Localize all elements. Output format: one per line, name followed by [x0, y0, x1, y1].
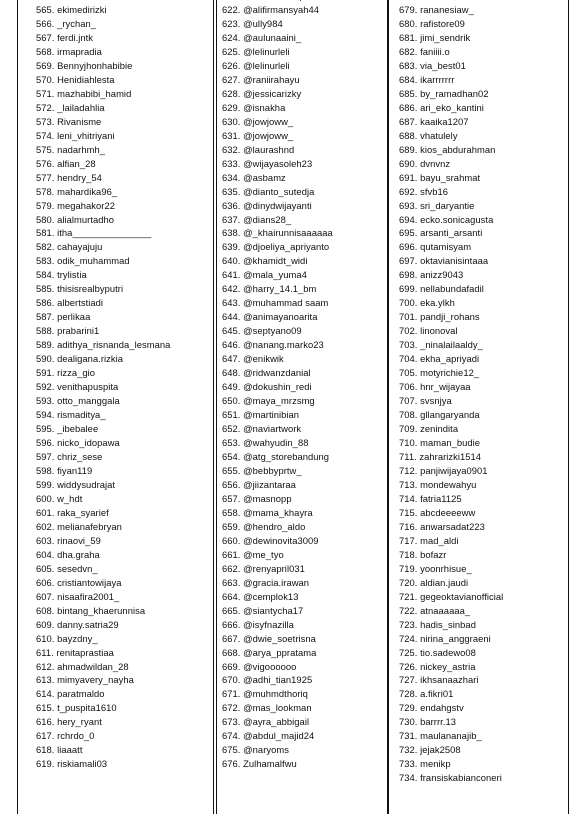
- list-item: 696. qutamisyam: [399, 241, 472, 253]
- list-item: 600. w_hdt: [36, 492, 83, 504]
- list-item: 669. @vigoooooo: [222, 660, 297, 672]
- list-column-1: [17, 0, 217, 814]
- list-item: 717. mad_aldi: [399, 534, 459, 546]
- list-item: 589. adithya_risnanda_lesmana: [36, 339, 171, 351]
- list-item: 710. maman_budie: [399, 437, 481, 448]
- list-item: 637. @dians28_: [222, 213, 292, 225]
- list-item: 575. nadarhmh_: [36, 143, 105, 155]
- list-item: 585. thisisrealbyputri: [36, 283, 124, 295]
- list-item: 707. svsnjya: [399, 395, 452, 407]
- list-item: 640. @khamidt_widi: [222, 255, 308, 267]
- list-item: 667. @dwie_soetrisna: [222, 632, 316, 644]
- list-item: 611. renitaprastiaa: [36, 646, 114, 658]
- list-item: 646. @nanang.marko23: [222, 339, 324, 351]
- list-item: 629. @isnakha: [222, 101, 286, 113]
- list-item: 676. Zulhamalfwu: [222, 758, 297, 770]
- list-item: 681. jimi_sendrik: [399, 31, 471, 43]
- list-item: 703. _ninalailaaldy_: [399, 339, 483, 351]
- list-item: 668. @arya_ppratama: [222, 646, 317, 658]
- list-item: 693. sri_daryantie: [399, 199, 475, 211]
- list-item: 592. venithapuspita: [36, 381, 119, 393]
- list-item: 674. @abdul_majid24: [222, 730, 315, 742]
- list-item: 581. itha_______________: [36, 227, 152, 239]
- list-item: 630. @jowjoww_: [222, 115, 294, 127]
- list-item: 618. liaaatt: [36, 744, 83, 756]
- list-item: 695. arsanti_arsanti: [399, 227, 483, 239]
- list-item: 636. @dinydwijayanti: [222, 199, 312, 211]
- list-item: 645. @septyano09: [222, 325, 302, 337]
- list-item: 687. kaaika1207: [399, 115, 469, 127]
- list-item: 704. ekha_apriyadi: [399, 353, 480, 365]
- list-item: 709. zenindita: [399, 423, 459, 435]
- list-item: 598. fiyan119: [36, 464, 93, 476]
- list-item: 702. linonoval: [399, 325, 458, 337]
- list-item: 718. bofazr: [399, 548, 447, 560]
- list-item: 697. oktavianisintaaa: [399, 255, 489, 267]
- list-item: 662. @renyapril031: [222, 562, 305, 574]
- list-item: 663. @gracia.irawan: [222, 576, 310, 588]
- list-item: 593. otto_manggala: [36, 395, 120, 407]
- list-item: 569. Bennyjhonhabibie: [36, 59, 133, 71]
- list-item: 651. @martinibian: [222, 409, 300, 421]
- list-item: 700. eka.ylkh: [399, 297, 455, 309]
- list-item: 574. leni_vhitriyani: [36, 129, 115, 141]
- list-item: 705. motyrichie12_: [399, 367, 480, 379]
- list-item: 614. paratmaldo: [36, 688, 105, 700]
- list-item: 729. endahgstv: [399, 702, 464, 714]
- list-item: 653. @wahyudin_88: [222, 437, 309, 448]
- list-item: 588. prabarini1: [36, 325, 100, 337]
- list-item: 644. @animayanoarita: [222, 311, 318, 323]
- list-item: 625. @lelinurleli: [222, 45, 290, 57]
- list-item: 578. mahardika96_: [36, 185, 118, 197]
- list-item: 649. @dokushin_redi: [222, 381, 312, 393]
- list-item: 733. menikp: [399, 758, 451, 770]
- list-item: 728. a.fikri01: [399, 688, 454, 700]
- list-item: 664. @cemplok13: [222, 590, 299, 602]
- list-item: 583. odik_muhammad: [36, 255, 130, 267]
- list-item: 638. @_khairunnisaaaaaa: [222, 227, 333, 239]
- list-item: 608. bintang_khaerunnisa: [36, 604, 146, 616]
- list-item: 685. by_ramadhan02: [399, 87, 489, 99]
- list-item: 711. zahrarizki1514: [399, 450, 482, 462]
- list-item: 666. @isyfnazilla: [222, 618, 294, 630]
- list-item: 675. @naryoms: [222, 744, 289, 756]
- list-item: 626. @lelinurleli: [222, 59, 290, 71]
- list-item: 623. @ully984: [222, 17, 283, 29]
- list-item: 679. rananesiaw_: [399, 3, 474, 15]
- list-item: 660. @dewinovita3009: [222, 534, 319, 546]
- list-item: 690. dvnvnz: [399, 157, 451, 169]
- list-item: 652. @naviartwork: [222, 423, 302, 435]
- list-item: 619. riskiamali03: [36, 758, 108, 770]
- list-item: 586. albertstiadi: [36, 297, 104, 309]
- list-item: 577. hendry_54: [36, 171, 102, 183]
- list-item: 643. @muhammad saam: [222, 297, 329, 309]
- list-item: 597. chriz_sese: [36, 450, 103, 462]
- list-item: 673. @ayra_abbigail: [222, 716, 310, 728]
- list-item: 719. yoonrhisue_: [399, 562, 472, 574]
- list-item: 659. @hendro_aldo: [222, 520, 306, 532]
- list-item: 692. sfvb16: [399, 185, 449, 197]
- list-item: 576. alfian_28: [36, 157, 96, 169]
- list-item: 613. mimyavery_nayha: [36, 674, 134, 686]
- list-item: 672. @mas_lookman: [222, 702, 312, 714]
- list-item: 665. @siantycha17: [222, 604, 304, 616]
- list-item: 680. rafistore09: [399, 17, 465, 29]
- list-item: 602. melianafebryan: [36, 520, 122, 532]
- list-item: 721. gegeoktavianofficial: [399, 590, 504, 602]
- list-item: 650. @maya_mrzsmg: [222, 395, 315, 407]
- list-item: 632. @laurashnd: [222, 143, 295, 155]
- list-item: 720. aldian.jaudi: [399, 576, 469, 588]
- list-item: 609. danny.satria29: [36, 618, 119, 630]
- list-item: 635. @dianto_sutedja: [222, 185, 315, 197]
- list-item: 726. nickey_astria: [399, 660, 476, 672]
- list-item: 686. ari_eko_kantini: [399, 101, 484, 113]
- list-item: 628. @jessicarizky: [222, 87, 302, 99]
- list-item: 698. anizz9043: [399, 269, 464, 281]
- list-item: 647. @enikwik: [222, 353, 284, 365]
- list-item: 712. panjiwijaya0901: [399, 464, 488, 476]
- username-list: [36, 0, 170, 771]
- list-item: 603. rinaovi_59: [36, 534, 101, 546]
- list-item: 606. cristiantowijaya: [36, 576, 122, 588]
- list-item: 671. @muhmdthoriq: [222, 688, 308, 700]
- list-item: 658. @mama_khayra: [222, 506, 313, 518]
- list-item: 599. widdysudrajat: [36, 478, 116, 490]
- list-item: 633. @wijayasoleh23: [222, 157, 313, 169]
- list-item: 730. barrrr.13: [399, 716, 456, 728]
- list-item: 615. t_puspita1610: [36, 702, 117, 714]
- list-column-2: [213, 0, 389, 814]
- list-item: 732. jejak2508: [399, 744, 461, 756]
- list-item: 706. hnr_wijayaa: [399, 381, 471, 393]
- list-item: 688. vhatulely: [399, 129, 458, 141]
- list-item: 627. @raniirahayu: [222, 73, 300, 85]
- list-column-3: [387, 0, 569, 814]
- list-item: 624. @aulunaaini_: [222, 31, 302, 43]
- list-item: 601. raka_syarief: [36, 506, 109, 518]
- list-item: 648. @ridwanzdanial: [222, 367, 311, 379]
- list-item: 689. kios_abdurahman: [399, 143, 496, 155]
- list-item: 570. Henidiahlesta: [36, 73, 115, 85]
- list-item: 683. via_best01: [399, 59, 466, 71]
- list-item: 591. rizza_gio: [36, 367, 96, 379]
- list-item: 725. tio.sadewo08: [399, 646, 476, 658]
- list-item: 713. mondewahyu: [399, 478, 477, 490]
- list-item: 572. _lailadahlia: [36, 101, 105, 113]
- list-item: 731. maulananajib_: [399, 730, 482, 742]
- list-item: 567. ferdi.jntk: [36, 31, 94, 43]
- list-item: 657. @masnopp: [222, 492, 292, 504]
- list-item: 682. faniiii.o: [399, 45, 450, 57]
- list-item: 639. @djoeliya_apriyanto: [222, 241, 330, 253]
- list-item: 715. abcdeeeeww: [399, 506, 476, 518]
- list-item: 684. ikarrrrrrr: [399, 73, 455, 85]
- list-item: 670. @adhi_tian1925: [222, 674, 313, 686]
- list-item: 714. fatria1125: [399, 492, 462, 504]
- list-item: 724. nirina_anggraeni: [399, 632, 491, 644]
- list-item: 610. bayzdny_: [36, 632, 98, 644]
- list-item: 566. _rychan_: [36, 17, 97, 29]
- list-item: 584. trylistia: [36, 269, 87, 281]
- list-item: 734. fransiskabianconeri: [399, 772, 502, 784]
- list-item: 616. hery_ryant: [36, 716, 102, 728]
- list-item: 573. Rivanisme: [36, 115, 102, 127]
- list-item: 701. pandji_rohans: [399, 311, 480, 323]
- username-list: [399, 0, 503, 785]
- username-list: [222, 0, 333, 771]
- list-item: 656. @jiizantaraa: [222, 478, 296, 490]
- list-item: 722. atnaaaaaa_: [399, 604, 471, 616]
- list-item: 604. dha.graha: [36, 548, 100, 560]
- list-item: 699. nellabundafadil: [399, 283, 484, 295]
- list-item: 607. nisaafira2001_: [36, 590, 120, 602]
- list-item: 727. ikhsanaazhari: [399, 674, 479, 686]
- list-item: 595. _ibebalee: [36, 423, 99, 435]
- list-item: 612. ahmadwildan_28: [36, 660, 129, 672]
- list-item: 708. gllangaryanda: [399, 409, 480, 421]
- list-item: 691. bayu_srahmat: [399, 171, 481, 183]
- list-item: 587. perlikaa: [36, 311, 91, 323]
- list-item: 634. @asbamz: [222, 171, 286, 183]
- list-item: 565. ekimedirizki: [36, 3, 107, 15]
- list-item: 655. @bebbyprtw_: [222, 464, 302, 476]
- list-item: 582. cahayajuju: [36, 241, 103, 253]
- list-item: 590. dealigana.rizkia: [36, 353, 124, 365]
- list-item: 568. irmapradia: [36, 45, 102, 57]
- list-item: 571. mazhabibi_hamid: [36, 87, 132, 99]
- list-item: 661. @me_tyo: [222, 548, 284, 560]
- list-item: 579. megahakor22: [36, 199, 115, 211]
- list-item: 580. alialmurtadho: [36, 213, 115, 225]
- list-item: 596. nicko_idopawa: [36, 437, 120, 448]
- list-item: 694. ecko.sonicagusta: [399, 213, 494, 225]
- list-item: 716. anwarsadat223: [399, 520, 485, 532]
- list-item: 605. sesedvn_: [36, 562, 98, 574]
- list-item: 654. @atg_storebandung: [222, 450, 330, 462]
- list-item: 617. rchrdo_0: [36, 730, 95, 742]
- list-item: 723. hadis_sinbad: [399, 618, 476, 630]
- list-item: 622. @alifirmansyah44: [222, 3, 320, 15]
- list-item: 594. rismaditya_: [36, 409, 106, 421]
- list-item: 642. @harry_14.1_bm: [222, 283, 317, 295]
- list-item: 641. @mala_yuma4: [222, 269, 307, 281]
- list-item: 631. @jowjoww_: [222, 129, 294, 141]
